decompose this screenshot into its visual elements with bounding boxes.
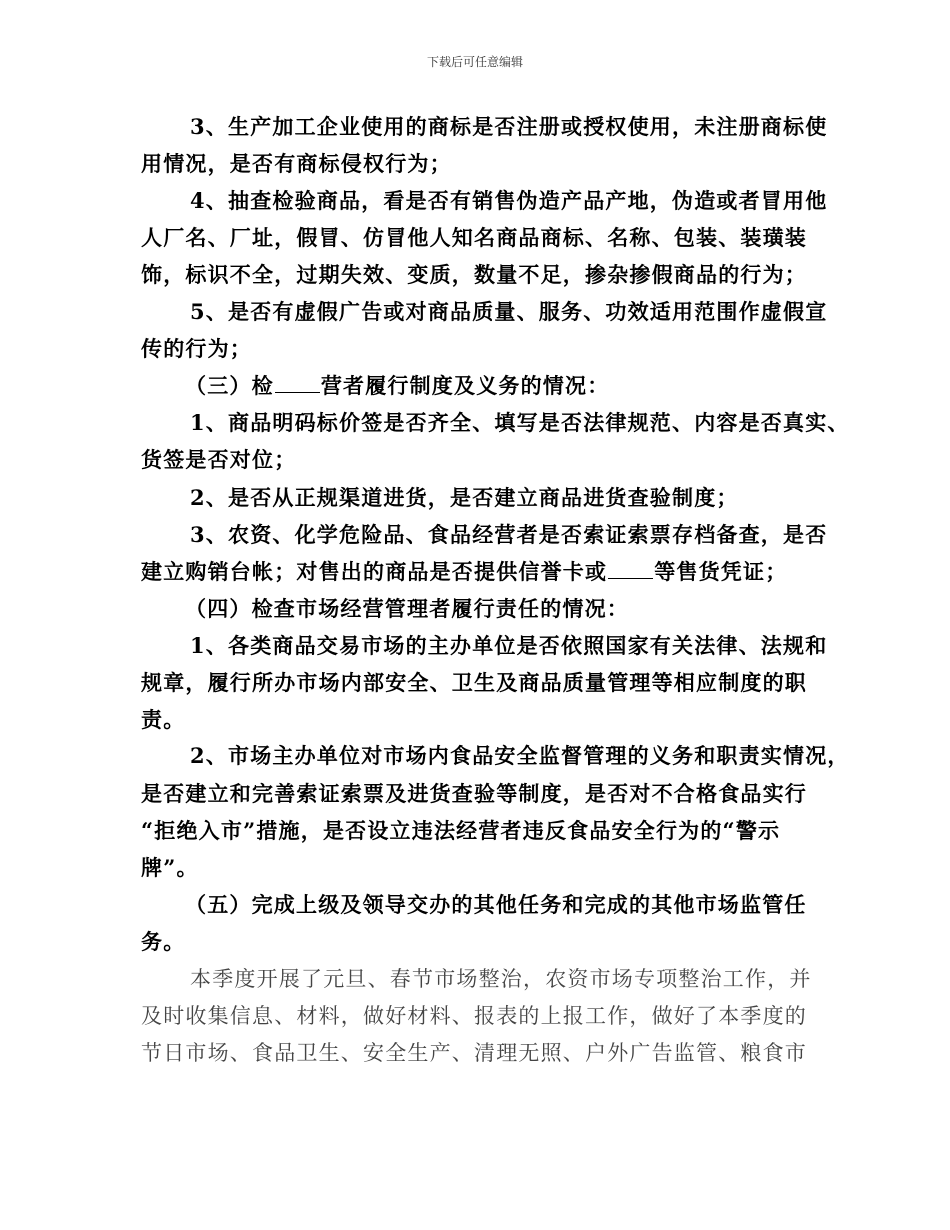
page-header: 下载后可任意编辑 bbox=[426, 55, 523, 69]
section-heading-4: （四）检查市场经营管理者履行责任的情况： bbox=[185, 596, 629, 621]
text-line: 4、抽查检验商品，看是否有销售伪造产品产地，伪造或者冒用他 bbox=[190, 188, 828, 213]
text-line: 3、农资、化学危险品、食品经营者是否索证索票存档备查，是否 bbox=[190, 522, 828, 547]
text-line: 用情况，是否有商标侵权行为； bbox=[141, 151, 452, 176]
text-segment: 营者履行制度及义务的情况： bbox=[320, 373, 610, 398]
text-line: 5、是否有虚假广告或对商品质量、服务、功效适用范围作虚假宣 bbox=[190, 299, 828, 324]
text-line: 责。 bbox=[141, 707, 186, 732]
text-line: 1、各类商品交易市场的主办单位是否依照国家有关法律、法规和 bbox=[190, 633, 828, 658]
text-line bbox=[141, 558, 787, 586]
section-heading-5: （五）完成上级及领导交办的其他任务和完成的其他市场监管任 bbox=[185, 892, 807, 917]
text-line: 及时收集信息、材料，做好材料、报表的上报工作，做好了本季度的 bbox=[141, 1004, 807, 1028]
text-line: 规章，履行所办市场内部安全、卫生及商品质量管理等相应制度的职 bbox=[141, 670, 807, 695]
text-line: 饰，标识不全，过期失效、变质，数量不足，掺杂掺假商品的行为； bbox=[141, 262, 807, 287]
fill-blank bbox=[608, 558, 653, 579]
text-segment: 等售货凭证； bbox=[654, 559, 788, 584]
text-line: 务。 bbox=[141, 929, 186, 954]
text-line: 传的行为； bbox=[141, 336, 252, 361]
text-line: “拒绝入市”措施，是否设立违法经营者违反食品安全行为的“警示 bbox=[141, 818, 781, 843]
text-line: 节日市场、食品卫生、安全生产、清理无照、户外广告监管、粮食市 bbox=[141, 1041, 807, 1065]
text-line: 2、市场主办单位对市场内食品安全监督管理的义务和职责实情况， bbox=[190, 743, 850, 768]
text-line: 牌”。 bbox=[141, 855, 199, 880]
text-line: 2、是否从正规渠道进货，是否建立商品进货查验制度； bbox=[190, 485, 739, 510]
text-line: 是否建立和完善索证索票及进货查验等制度，是否对不合格食品实行 bbox=[141, 781, 807, 806]
text-line: 3、生产加工企业使用的商标是否注册或授权使用，未注册商标使 bbox=[190, 114, 828, 139]
text-segment: 建立购销台帐；对售出的商品是否提供信誉卡或 bbox=[141, 559, 608, 584]
text-line: 本季度开展了元旦、春节市场整治，农资市场专项整治工作，并 bbox=[190, 967, 812, 991]
text-line: 货签是否对位； bbox=[141, 447, 297, 472]
fill-blank bbox=[275, 372, 320, 393]
text-line: 1、商品明码标价签是否齐全、填写是否法律规范、内容是否真实、 bbox=[190, 410, 850, 435]
text-segment: （三）检 bbox=[185, 373, 274, 398]
text-line: 人厂名、厂址，假冒、仿冒他人知名商品商标、名称、包装、装璜装 bbox=[141, 225, 807, 250]
section-heading-3 bbox=[185, 372, 609, 400]
